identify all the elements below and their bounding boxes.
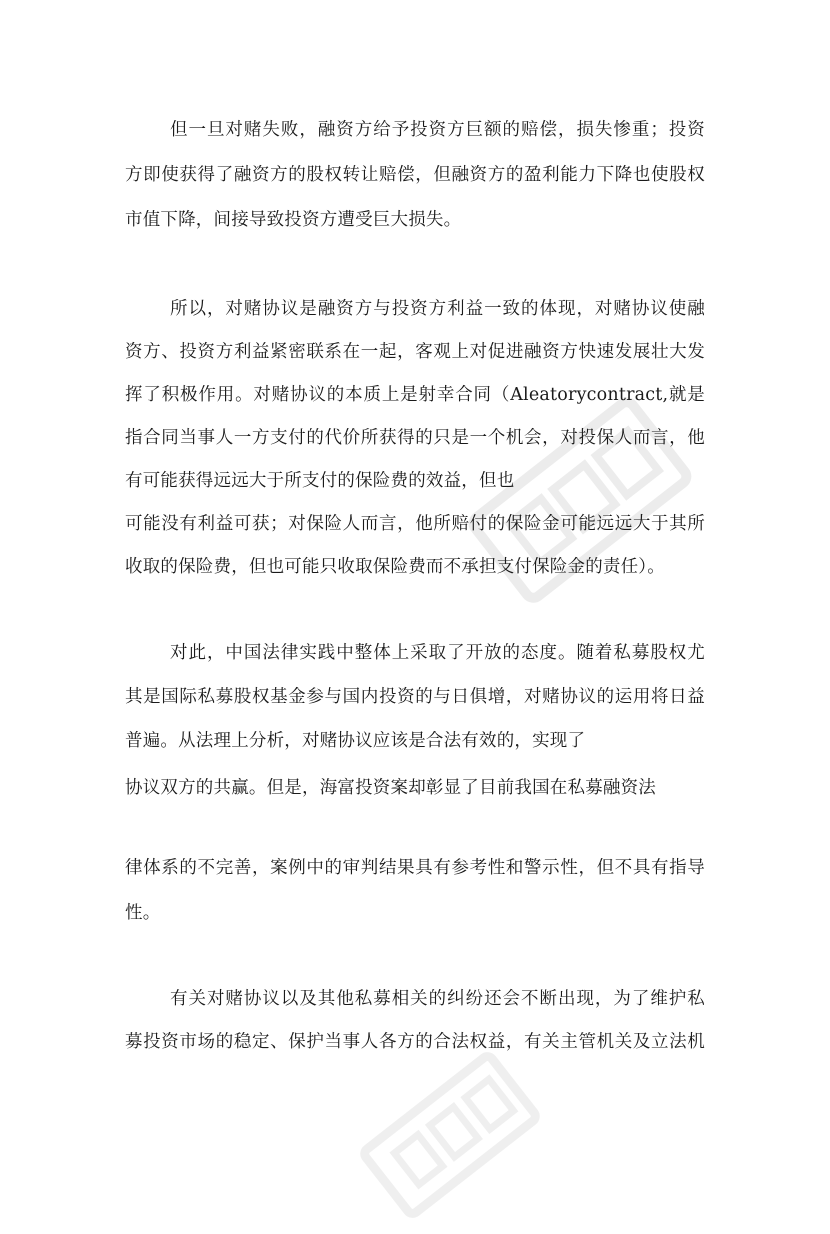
text-line: 资方、投资方利益紧密联系在一起，客观上对促进融资方快速发展壮大发 bbox=[125, 342, 705, 362]
text-line: 协议双方的共赢。但是，海富投资案却彰显了目前我国在私募融资法 bbox=[125, 778, 656, 798]
text-line: 募投资市场的稳定、保护当事人各方的合法权益，有关主管机关及立法机 bbox=[125, 1032, 705, 1052]
text-line: 对此，中国法律实践中整体上采取了开放的态度。随着私募股权尤 bbox=[170, 643, 705, 663]
text-line: 律体系的不完善，案例中的审判结果具有参考性和警示性，但不具有指导 bbox=[125, 858, 705, 878]
text-line: 但一旦对赌失败，融资方给予投资方巨额的赔偿，损失惨重；投资 bbox=[170, 120, 705, 140]
text-line: 其是国际私募股权基金参与国内投资的与日俱增，对赌协议的运用将日益 bbox=[125, 687, 705, 707]
text-line: 可能没有利益可获；对保险人而言，他所赔付的保险金可能远远大于其所 bbox=[125, 514, 705, 534]
text-line: 收取的保险费，但也可能只收取保险费而不承担支付保险金的责任）。 bbox=[125, 557, 665, 577]
text-line: 普遍。从法理上分析，对赌协议应该是合法有效的，实现了 bbox=[125, 731, 586, 751]
text-line: 有关对赌协议以及其他私募相关的纠纷还会不断出现，为了维护私 bbox=[170, 989, 705, 1009]
watermark-logo-icon bbox=[450, 377, 710, 623]
text-line: 挥了积极作用。对赌协议的本质上是射幸合同（Aleatorycontract,就是 bbox=[125, 385, 705, 405]
text-line: 性。 bbox=[125, 903, 161, 923]
text-line: 方即使获得了融资方的股权转让赔偿，但融资方的盈利能力下降也使股权 bbox=[125, 165, 705, 185]
watermark-logo-icon-bottom bbox=[345, 1036, 555, 1234]
text-line: 所以，对赌协议是融资方与投资方利益一致的体现，对赌协议使融 bbox=[170, 299, 705, 319]
text-line: 市值下降，间接导致投资方遭受巨大损失。 bbox=[125, 210, 462, 230]
text-line: 有可能获得远远大于所支付的保险费的效益，但也 bbox=[125, 471, 515, 491]
text-line: 指合同当事人一方支付的代价所获得的只是一个机会，对投保人而言，他 bbox=[125, 428, 705, 448]
